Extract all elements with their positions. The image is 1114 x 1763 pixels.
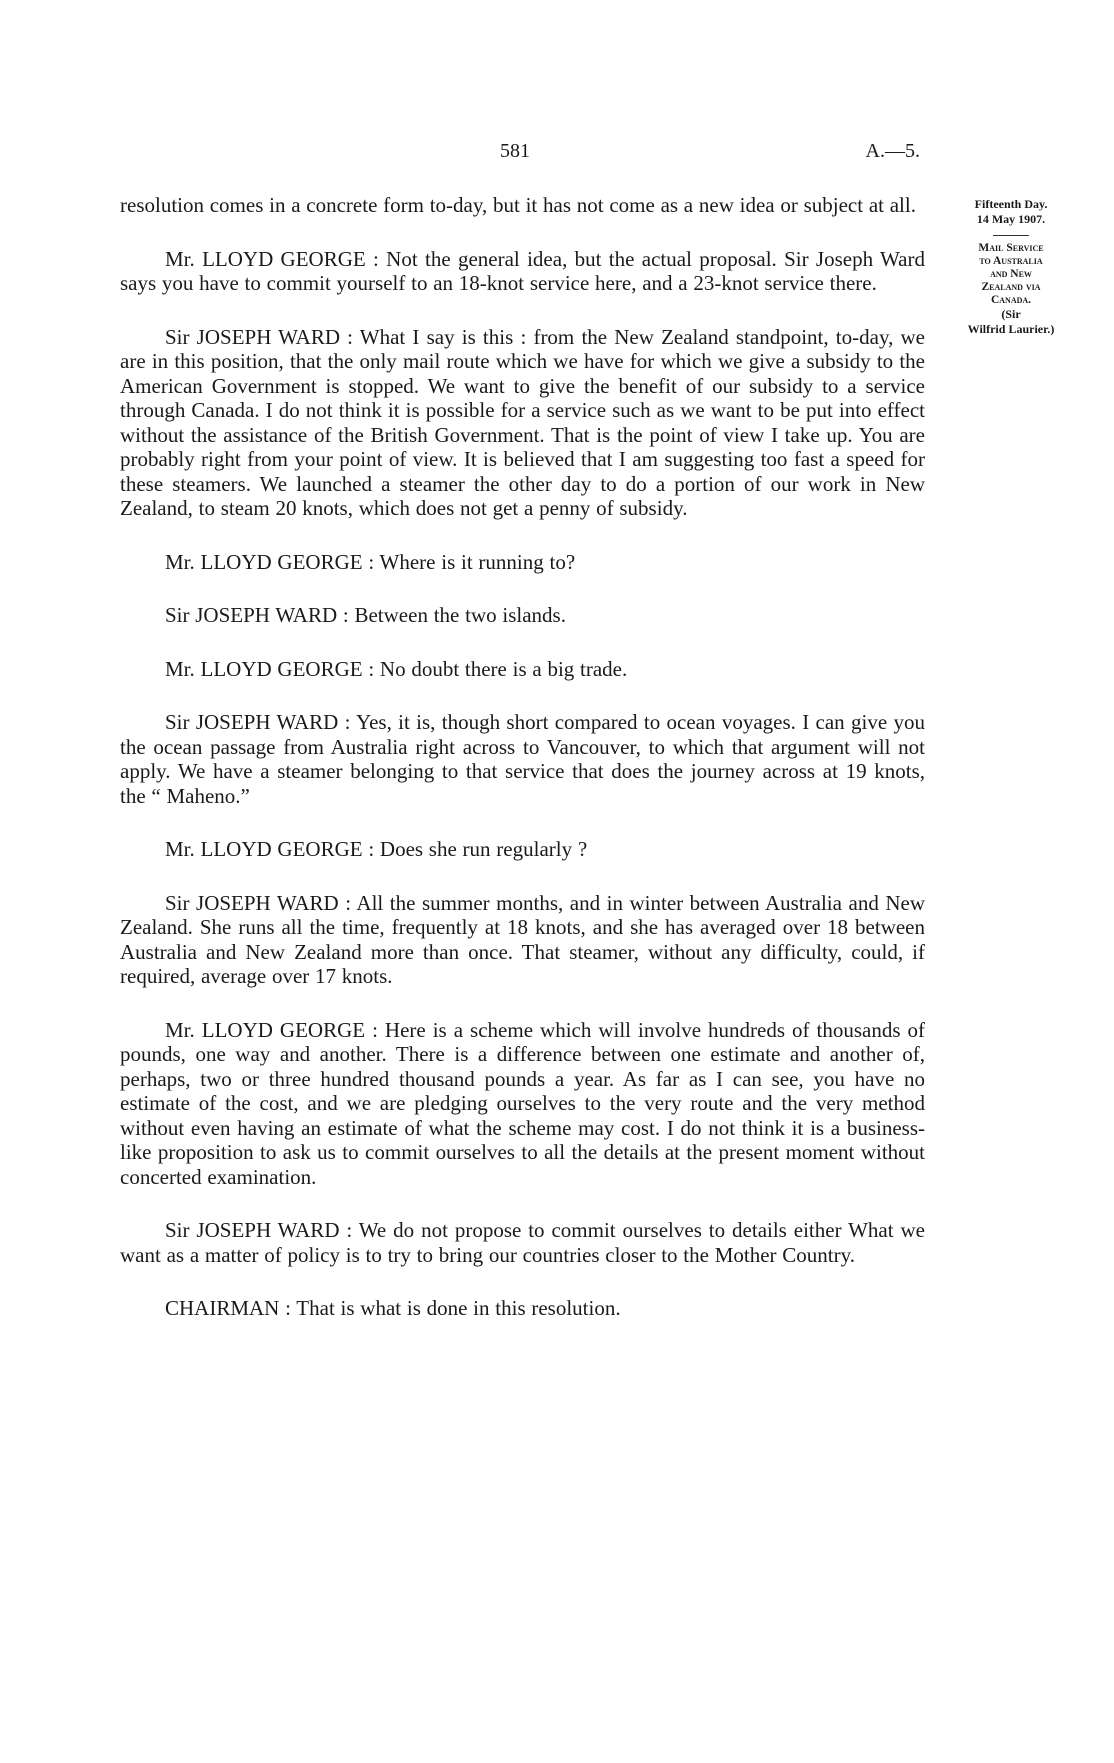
paragraph-joseph-ward: Sir JOSEPH WARD : All the summer months, and in winter between Australia and New Zealand. She runs all the time, frequently at 18 knots, and she has averaged over 18 between Australia and New Zealand more than once. That steamer, without any difficulty, could, if required, average over 17 knots. — [120, 890, 925, 988]
margin-note-subject-line: Mail Service — [978, 242, 1044, 254]
margin-note-subject-line: Canada. — [990, 294, 1032, 306]
paragraph-continuation: resolution comes in a concrete form to-day, but it has not come as a new idea or subject at all. — [120, 193, 916, 217]
margin-note-speaker-line: Wilfrid Laurier.) — [967, 322, 1055, 336]
margin-note-speaker-line: (Sir — [1001, 307, 1021, 321]
paragraph-lloyd-george: Mr. LLOYD GEORGE : Where is it running to? — [165, 549, 576, 574]
paragraph-lloyd-george: Mr. LLOYD GEORGE : No doubt there is a big trade. — [165, 656, 628, 681]
margin-note-divider — [993, 235, 1029, 236]
main-text — [120, 193, 925, 1350]
paragraph-joseph-ward: Sir JOSEPH WARD : Yes, it is, though short compared to ocean voyages. I can give you the ocean passage from Australia right across to Vancouver, to which that argument will not apply. We have a steamer belonging to that service that does the journey across at 19 knots, the “ Maheno.” — [120, 710, 925, 808]
page-number: 581 — [500, 140, 530, 162]
paragraph-lloyd-george: Mr. LLOYD GEORGE : Does she run regularly ? — [165, 837, 588, 861]
margin-note-subject-line: to Australia — [979, 255, 1043, 267]
page-header — [120, 140, 920, 170]
paragraph-joseph-ward: Sir JOSEPH WARD : What I say is this : from the New Zealand standpoint, to-day, we are in this position, that the only mail route which we have for which we give a subsidy to the American Government is stopped. We want to give the benefit of our subsidy to a service through Canada. I do not think it is possible for a service such as we want to be put into effect without the assistance of the British Government. That is the point of view I take up. You are probably right from your point of view. It is believed that I am suggesting too fast a speed for these steamers. We launched a steamer the other day to do a portion of our work in New Zealand, to steam 20 knots, which does not get a penny of subsidy. — [120, 324, 925, 520]
paragraph-lloyd-george: Mr. LLOYD GEORGE : Here is a scheme which will involve hundreds of thousands of pounds, one way and another. There is a difference between one estimate and another of, perhaps, two or three hundred thousand pounds a year. As far as I can see, you have no estimate of the cost, and we are pledging ourselves to the very route and the very method without even having an estimate of what the scheme may cost. I do not think it is a business-like proposition to ask us to commit ourselves to all the details at the present moment without concerted examination. — [120, 1017, 925, 1189]
paragraph-joseph-ward: Sir JOSEPH WARD : Between the two islands. — [165, 603, 566, 627]
document-reference: A.—5. — [865, 140, 920, 162]
paragraph-lloyd-george: Mr. LLOYD GEORGE : Not the general idea, but the actual proposal. Sir Joseph Ward says you have to commit yourself to an 18-knot service here, and a 23-knot service there. — [120, 246, 925, 295]
margin-note — [936, 197, 1086, 337]
margin-note-subject-line: Zealand via — [981, 281, 1041, 293]
margin-note-day: Fifteenth Day. — [974, 197, 1048, 211]
margin-note-date: 14 May 1907. — [976, 212, 1046, 226]
paragraph-chairman: CHAIRMAN : That is what is done in this resolution. — [165, 1296, 621, 1320]
paragraph-joseph-ward: Sir JOSEPH WARD : We do not propose to commit ourselves to details either What we want as a matter of policy is to try to bring our countries closer to the Mother Country. — [120, 1218, 925, 1267]
margin-note-subject-line: and New — [990, 268, 1032, 280]
